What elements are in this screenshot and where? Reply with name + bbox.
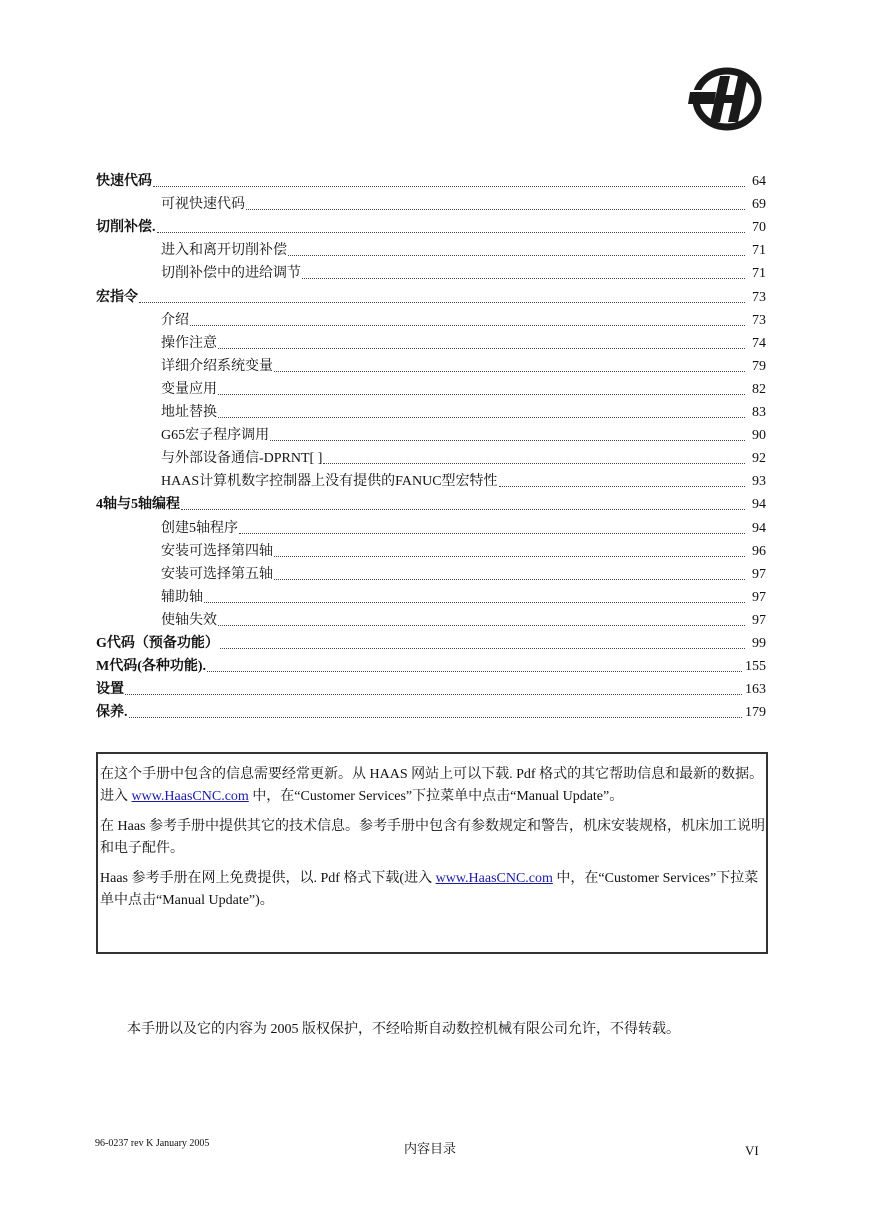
toc-entry[interactable] [96, 653, 766, 676]
toc-entry-label: G代码（预备功能） [96, 635, 219, 651]
toc-leader-dots [274, 371, 745, 372]
toc-entry[interactable] [96, 584, 766, 607]
copyright-notice: 本手册以及它的内容为 2005 版权保护，不经哈斯自动数控机械有限公司允许，不得转载。 [127, 1022, 680, 1037]
toc-entry-page: 70 [752, 220, 766, 236]
notice-text: 中，在“Customer Services”下拉菜单中点击“Manual Update”。 [248, 789, 624, 804]
notice-text: 在这个手册中包含的信息需要经常更新。从 HAAS 网站上可以下载. Pdf 格式的其它帮助信息和最新的数据。进入 [100, 767, 764, 804]
toc-entry-label: 与外部设备通信-DPRNT[ ] [161, 451, 323, 467]
toc-entry-label: HAAS计算机数字控制器上没有提供的FANUC型宏特性 [161, 474, 498, 490]
toc-entry[interactable] [96, 538, 766, 561]
toc-entry[interactable] [96, 630, 766, 653]
toc-leader-dots [139, 302, 745, 303]
toc-entry-label: 创建5轴程序 [161, 520, 238, 536]
toc-leader-dots [129, 717, 743, 718]
toc-leader-dots [302, 278, 745, 279]
notice-paragraph-2: 在 Haas 参考手册中提供其它的技术信息。参考手册中包含有参数规定和警告，机床安装规格，机床加工说明和电子配件。 [100, 819, 765, 856]
notice-text: Haas 参考手册在网上免费提供，以. Pdf 格式下载(进入 [100, 871, 436, 886]
toc-entry-page: 71 [752, 266, 766, 282]
haas-logo-icon [686, 64, 764, 134]
toc-entry[interactable] [96, 260, 766, 283]
toc-entry-label: 快速代码 [96, 174, 152, 190]
toc-entry[interactable] [96, 561, 766, 584]
toc-entry-label: 变量应用 [161, 381, 217, 397]
toc-leader-dots [204, 602, 745, 603]
toc-entry-page: 71 [752, 243, 766, 259]
toc-leader-dots [499, 486, 745, 487]
toc-entry[interactable] [96, 283, 766, 306]
toc-entry-label: 保养. [96, 705, 128, 721]
toc-entry[interactable] [96, 514, 766, 537]
toc-entry[interactable] [96, 237, 766, 260]
notice-paragraph-1 [100, 764, 766, 808]
toc-entry[interactable] [96, 214, 766, 237]
toc-entry-label: 4轴与5轴编程 [96, 497, 180, 513]
toc-entry-label: 可视快速代码 [161, 197, 245, 213]
toc-leader-dots [270, 440, 745, 441]
notice-paragraph-3 [100, 868, 766, 912]
toc-entry-page: 96 [752, 543, 766, 559]
toc-leader-dots [190, 325, 745, 326]
footer-doc-id: 96-0237 rev K January 2005 [95, 1138, 210, 1149]
toc-entry[interactable] [96, 191, 766, 214]
toc-entry-page: 163 [745, 682, 766, 698]
toc-entry-page: 179 [745, 705, 766, 721]
footer-page-number: VI [745, 1143, 759, 1158]
footer-section-title: 内容目录 [404, 1141, 457, 1156]
toc-leader-dots [207, 671, 742, 672]
notice-box [96, 752, 768, 954]
toc-entry-page: 73 [752, 289, 766, 305]
toc-leader-dots [220, 648, 745, 649]
toc-entry[interactable] [96, 168, 766, 191]
toc-entry-label: 宏指令 [96, 289, 138, 305]
toc-leader-dots [218, 348, 745, 349]
toc-leader-dots [288, 255, 745, 256]
toc-leader-dots [125, 694, 742, 695]
notice-text: 中，在“Customer Services”下拉菜单中点击“Manual Update”)。 [100, 871, 759, 908]
toc-leader-dots [323, 463, 745, 464]
toc-leader-dots [218, 625, 745, 626]
toc-entry-label: 地址替换 [161, 405, 217, 421]
table-of-contents [96, 168, 766, 722]
toc-entry-label: 安装可选择第四轴 [161, 543, 273, 559]
toc-entry[interactable] [96, 676, 766, 699]
toc-leader-dots [181, 509, 745, 510]
toc-entry-label: 安装可选择第五轴 [161, 566, 273, 582]
toc-entry[interactable] [96, 353, 766, 376]
toc-entry-page: 93 [752, 474, 766, 490]
toc-leader-dots [274, 579, 745, 580]
toc-entry-page: 69 [752, 197, 766, 213]
toc-entry-label: G65宏子程序调用 [161, 428, 270, 444]
toc-entry[interactable] [96, 468, 766, 491]
toc-entry-label: 详细介绍系统变量 [161, 358, 273, 374]
toc-entry-page: 99 [752, 635, 766, 651]
toc-entry[interactable] [96, 376, 766, 399]
toc-entry-page: 73 [752, 312, 766, 328]
toc-entry-label: 辅助轴 [161, 589, 203, 605]
toc-entry-label: 介绍 [161, 312, 189, 328]
toc-entry[interactable] [96, 399, 766, 422]
toc-entry-page: 82 [752, 381, 766, 397]
toc-entry-label: M代码(各种功能). [96, 659, 207, 675]
toc-leader-dots [246, 209, 745, 210]
toc-entry-label: 设置 [96, 682, 124, 698]
toc-entry-page: 155 [745, 659, 766, 675]
toc-entry-page: 74 [752, 335, 766, 351]
toc-leader-dots [153, 186, 745, 187]
toc-leader-dots [218, 417, 745, 418]
toc-entry-page: 97 [752, 612, 766, 628]
toc-entry-label: 使轴失效 [161, 612, 217, 628]
toc-leader-dots [239, 533, 745, 534]
toc-entry[interactable] [96, 699, 766, 722]
haas-website-link[interactable]: www.HaasCNC.com [131, 789, 249, 804]
toc-entry-label: 操作注意 [161, 335, 217, 351]
toc-leader-dots [157, 232, 746, 233]
toc-entry[interactable] [96, 607, 766, 630]
toc-entry-label: 切削补偿. [96, 220, 156, 236]
toc-entry-page: 90 [752, 428, 766, 444]
toc-entry-page: 79 [752, 358, 766, 374]
toc-entry-page: 92 [752, 451, 766, 467]
toc-entry-page: 83 [752, 405, 766, 421]
toc-entry-label: 切削补偿中的进给调节 [161, 266, 301, 282]
toc-entry-page: 64 [752, 174, 766, 190]
toc-entry[interactable] [96, 445, 766, 468]
toc-entry[interactable] [96, 307, 766, 330]
toc-entry[interactable] [96, 491, 766, 514]
toc-entry-label: 进入和离开切削补偿 [161, 243, 287, 259]
toc-leader-dots [274, 556, 745, 557]
toc-entry-page: 97 [752, 589, 766, 605]
haas-website-link[interactable]: www.HaasCNC.com [435, 871, 553, 886]
toc-entry[interactable] [96, 422, 766, 445]
toc-entry[interactable] [96, 330, 766, 353]
toc-entry-page: 94 [752, 497, 766, 513]
toc-leader-dots [218, 394, 745, 395]
toc-entry-page: 94 [752, 520, 766, 536]
toc-entry-page: 97 [752, 566, 766, 582]
